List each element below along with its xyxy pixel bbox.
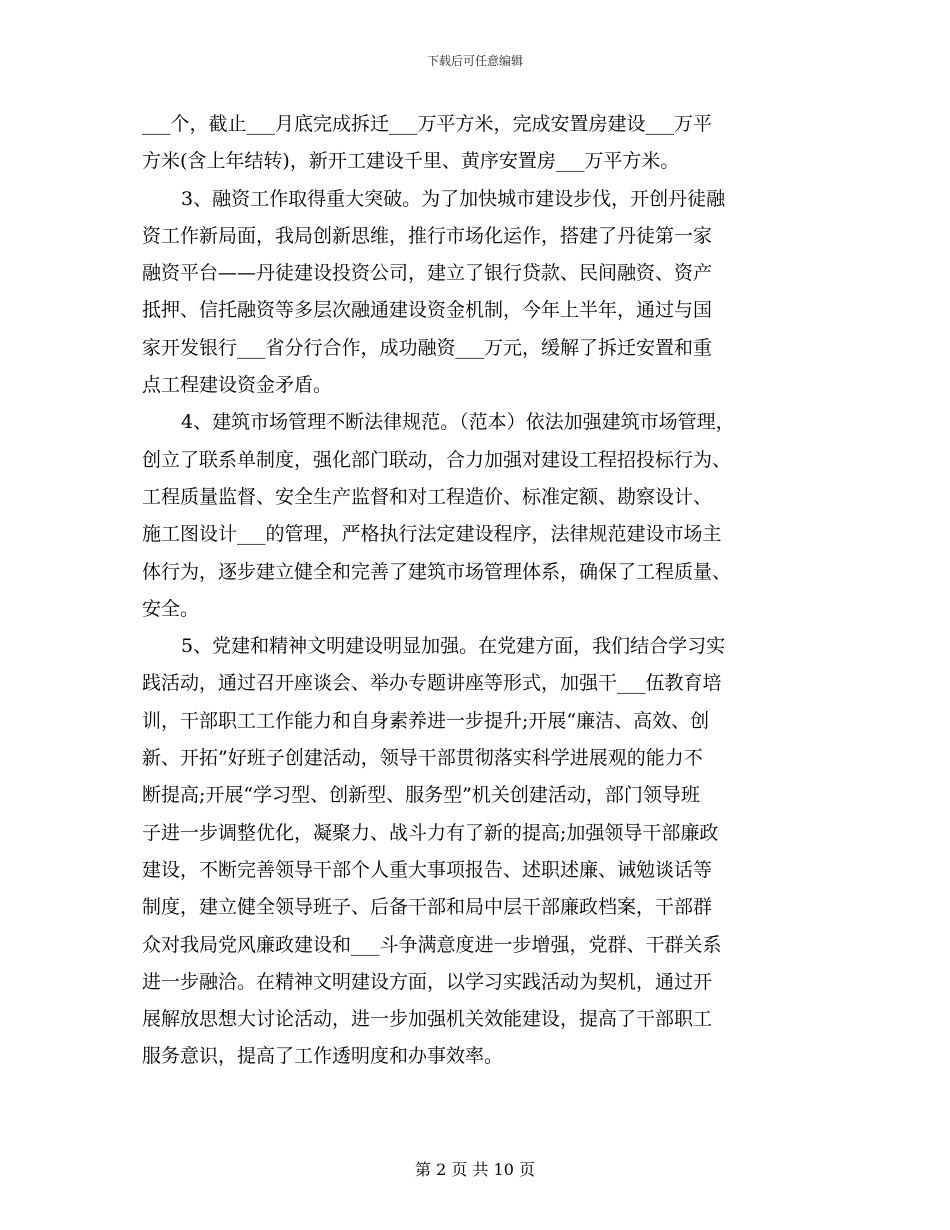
- text-line: 资工作新局面，我局创新思维，推行市场化运作，搭建了丹徒第一家: [142, 224, 713, 247]
- text-line: 新、开拓”好班子创建活动，领导干部贯彻落实科学进展观的能力不: [142, 747, 703, 770]
- text-line: 众对我局党风廉政建设和___斗争满意度进一步增强，党群、干群关系: [142, 933, 722, 956]
- text-line: 点工程建设资金矛盾。: [142, 374, 333, 397]
- paragraph-3-start: 3、融资工作取得重大突破。为了加快城市建设步伐，开创丹徒融: [181, 187, 726, 210]
- paragraph-4-start: 4、建筑市场管理不断法律规范。（范本）依法加强建筑市场管理，: [181, 411, 735, 434]
- text-line: 断提高;开展“学习型、创新型、服务型”机关创建活动，部门领导班: [142, 784, 700, 807]
- text-line: 家开发银行___省分行合作，成功融资___万元，缓解了拆迁安置和重: [142, 336, 713, 359]
- text-line: 创立了联系单制度，强化部门联动，合力加强对建设工程招投标行为、: [142, 448, 732, 471]
- text-line: 融资平台——丹徒建设投资公司，建立了银行贷款、民间融资、资产: [142, 262, 713, 285]
- text-line: 进一步融洽。在精神文明建设方面，以学习实践活动为契机，通过开: [142, 970, 713, 993]
- text-line: 体行为，逐步建立健全和完善了建筑市场管理体系，确保了工程质量、: [142, 560, 732, 583]
- text-line: 工程质量监督、安全生产监督和对工程造价、标准定额、勘察设计、: [142, 485, 713, 508]
- page-number: 第 2 页 共 10 页: [415, 1160, 535, 1179]
- document-body: [142, 106, 822, 1076]
- text-line: 践活动，通过召开座谈会、举办专题讲座等形式，加强干___伍教育培: [142, 672, 722, 695]
- text-line: 子进一步调整优化，凝聚力、战斗力有了新的提高;加强领导干部廉政: [142, 821, 719, 844]
- page-header: 下载后可任意编辑: [426, 54, 523, 68]
- paragraph-5-start: 5、党建和精神文明建设明显加强。在党建方面，我们结合学习实: [181, 635, 726, 658]
- text-line: 展解放思想大讨论活动，进一步加强机关效能建设，提高了干部职工: [142, 1008, 713, 1031]
- text-line: 服务意识，提高了工作透明度和办事效率。: [142, 1045, 504, 1068]
- text-line: 制度，建立健全领导班子、后备干部和局中层干部廉政档案，干部群: [142, 896, 713, 919]
- text-line: 训，干部职工工作能力和自身素养进一步提升;开展“廉洁、高效、创: [142, 709, 710, 732]
- text-line: 方米(含上年结转)，新开工建设千里、黄序安置房___万平方米。: [142, 150, 680, 173]
- text-line: 抵押、信托融资等多层次融通建设资金机制，今年上半年，通过与国: [142, 299, 713, 322]
- text-line: ___个，截止___月底完成拆迁___万平方米，完成安置房建设___万平: [142, 113, 713, 135]
- text-line: 建设，不断完善领导干部个人重大事项报告、述职述廉、诫勉谈话等: [142, 858, 713, 881]
- text-line: 安全。: [142, 597, 200, 620]
- text-line: 施工图设计___的管理，严格执行法定建设程序，法律规范建设市场主: [142, 523, 722, 546]
